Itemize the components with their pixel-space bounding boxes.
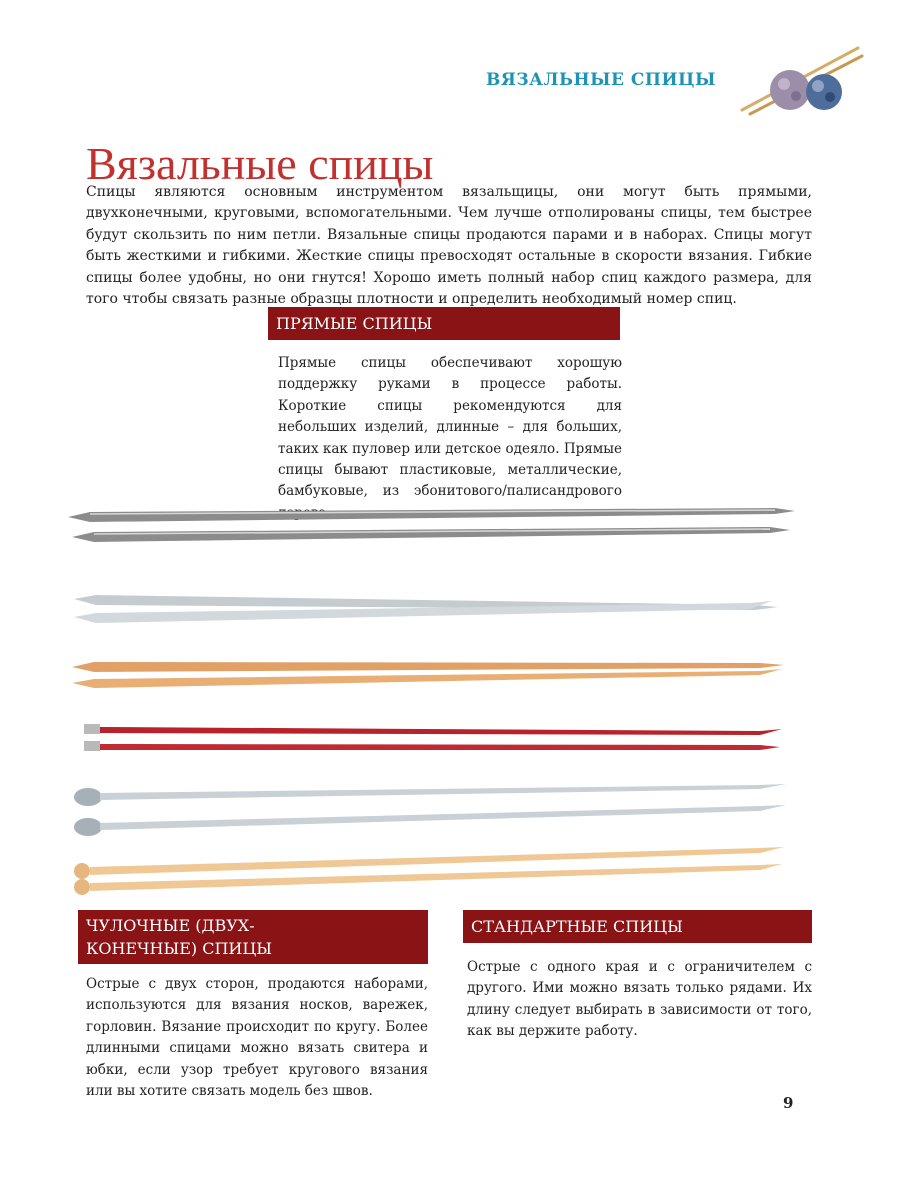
knitting-needles-photo [60, 495, 800, 905]
wood-needle-pair [74, 847, 784, 895]
page-number: 9 [783, 1094, 794, 1112]
section-heading-double-pointed-line2: КОНЕЧНЫЕ) СПИЦЫ [86, 939, 273, 958]
intro-paragraph: Спицы являются основным инструментом вязальщицы, они могут быть прямыми, двухконечными, круговыми, вспомогательными. Чем лучше отполированы спицы, тем быстрее будут скользить по ним петли. Вязальные спицы продаются парами и в наборах. Спицы могут быть жесткими и гибкими. Жесткие спицы превосходят остальные в скорости вязания. Гибкие спицы более удобны, но они гнутся! Хорошо иметь полный набор спиц каждого размера, для того чтобы связать разные образцы плотности и определить необходимый номер спиц. [86, 184, 812, 308]
section-heading-standard: СТАНДАРТНЫЕ СПИЦЫ [463, 910, 812, 943]
section-heading-straight: ПРЯМЫЕ СПИЦЫ [268, 307, 620, 340]
running-head: ВЯЗАЛЬНЫЕ СПИЦЫ [486, 70, 716, 90]
page-title: Вязальные спицы [86, 138, 434, 189]
blue-needle-pair [74, 784, 786, 836]
red-needle-pair [84, 724, 782, 751]
metal-needle-pair [68, 508, 795, 542]
bamboo-needle-pair [72, 662, 784, 688]
section-text-standard: Острые с одного края и с ограничителем с другого. Ими можно вязать только рядами. Их длину следует выбирать в зависимости от того, как вы держите работу. [467, 959, 812, 1040]
section-heading-double-pointed [78, 910, 428, 964]
section-text-double-pointed: Острые с двух сторон, продаются наборами, используются для вязания носков, варежек, горловин. Вязание происходит по кругу. Более длинными спицами можно вязать свитера и юбки, если узор требует кругового вязания или вы хотите связать модель без швов. [86, 976, 428, 1100]
section-text-straight: Прямые спицы обеспечивают хорошую поддержку руками в процессе работы. Короткие спицы рекомендуются для небольших изделий, длинные – для больших, таких как пуловер или детское одеяло. Прямые спицы бывают пластиковые, металлические, бамбуковые, из эбонитового/палисандрового [278, 355, 622, 500]
yarn-ball-illustration [740, 42, 865, 117]
grey-needle-pair [74, 595, 778, 623]
section-heading-double-pointed-line1: ЧУЛОЧНЫЕ (ДВУХ- [86, 916, 255, 935]
